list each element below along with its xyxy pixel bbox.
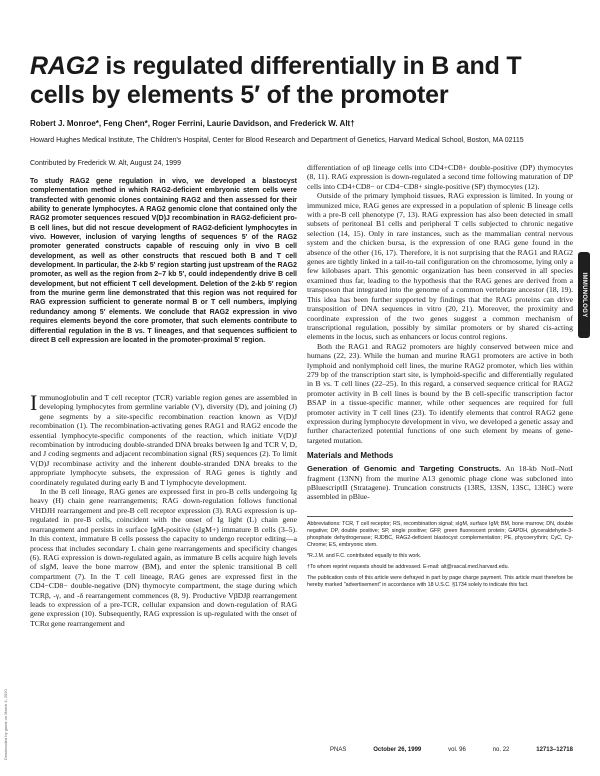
right-paragraph-3: Both the RAG1 and RAG2 promoters are highly conserved between mice and humans (22, 23). While the human and murine RAG1 promoters are active in both lymphoid and nonlymphoid cell lines, the murine RAG2 promoter, which lies within 279 bp of the transcription start site, is lymphoid-specific and differentially regulated in B vs. T cell lines (22–25). In this regard, a conserved sequence critical for RAG2 promoter activity in B cell lines is bound by the B cell-specific transcription factor BSAP in a tissue-specific manner, while other sequences are required for full promoter activity in T cell lines (23). To identify elements that control RAG2 gene expression during lymphocyte development in vivo, we developed a genetic assay and further characterized potential functions of one such element by means of gene-targeted mutation. [307, 341, 573, 445]
download-note: Downloaded by guest on March 4, 2020 [3, 689, 8, 760]
methods-heading: Materials and Methods [307, 451, 394, 461]
abstract: To study RAG2 gene regulation in vivo, we developed a blastocyst complementation method in which RAG2-deficient embryonic stem cells were transfected with genomic clones containing RAG2 and then assessed for their ability to generate lymphocytes. A RAG2 genomic clone that contained only the RAG2 promoter sequences rescued V(D)J recombination in RAG2-deficient pro-B cell lines, but did not rescue development of RAG2-deficient lymphocytes in vivo. However, inclusion of varying lengths of sequences 5′ of the RAG2 promoter generated constructs capable of rescuing only in vivo B cell development, as well as other constructs that rescued both B and T cell development. In particular, the 2-kb 5′ region starting just upstream of the RAG2 promoter, as well as the region from 2–7 kb 5′, could independently drive B cell development, but not efficient T cell development. Deletion of the 2-kb 5′ region from the murine germ line demonstrated that this region was not required for RAG expression sufficient to generate normal B or T cell numbers, implying redundancy among 5′ elements. We conclude that RAG2 expression in vivo requires elements beyond the core promoter, that such elements contribute to differential regulation in the B vs. T lineages, and that sequences sufficient to direct B cell expression are located in the promoter-proximal 5′ region. [30, 178, 297, 344]
right-paragraph-2: Outside of the primary lymphoid tissues, RAG expression is limited. In young or immunized mice, RAG genes are expressed in a population of splenic B lineage cells with a pre-B cell phenotype (7, 13). RAG expression has also been detected in small subsets of peritoneal B1 cells and peripheral T cells subjected to chronic negative selection (14, 15). Only in rare instances, such as the mammalian central nervous system and the chicken bursa, is the expression of one RAG gene found in the absence of the other (16, 17). Therefore, it is not surprising that the RAG1 and RAG2 genes are tightly linked in a tail-to-tail configuration on the chromosome, lying only a few kilobases apart. This genomic organization has been conserved in all species examined thus far, leading to the hypothesis that the RAG genes are derived from a transposon that integrated into the genome of a common vertebrate ancestor (18, 19). This idea has been further supported by findings that the RAG proteins can drive transposition of DNA sequences in vitro (20, 21). Moreover, the proximity and coordinate expression of the two genes suggest a common mechanism of transcriptional regulation, possibly by similar promoters or by shared cis-acting elements in the locus, such as enhancers or locus control regions. [307, 191, 573, 342]
contributed-by: Contributed by Frederick W. Alt, August 24, 1999 [30, 160, 181, 167]
intro-paragraph-2: In the B cell lineage, RAG genes are expressed first in pro-B cells undergoing Ig heavy (H) chain gene rearrangements; RAG down-regulation follows functional VHDJH rearrangement and pre-B cell receptor expression (3). RAG expression is up-regulated in pre-B cells, coincident with the onset of Ig light (L) chain gene rearrangement and persists in surface IgM-positive (sIgM+) immature B cells (3–5). In this context, immature B cells possess the capacity to undergo receptor editing—a process that includes secondary L chain gene rearrangements and specificity changes (6). RAG expression is down-regulated again, as immature B cells acquire high levels of sIgM, leave the bone marrow (BM), and enter the splenic transitional B cell compartment (7). In the T cell lineage, RAG genes are expressed first in the CD4−CD8− double-negative (DN) thymocyte compartment, the stage during which TCRβ, -γ, and -δ rearrangement commences (8, 9). Productive VβDJβ rearrangement leads to expression of a pre-TCR, cellular expansion and down-regulation of RAG gene expression (10). Subsequently, RAG expression is up-regulated with the onset of TCRα gene rearrangement and [30, 487, 297, 628]
section-tab-label: IMMUNOLOGY [581, 272, 587, 318]
affiliation: Howard Hughes Medical Institute, The Children's Hospital, Center for Blood Research and Department of Genetics, Harvard Medical School, Boston, MA 02115 [30, 137, 524, 144]
methods-text: An 18-kb NotI–NotI fragment (13NN) from the murine A13 genomic phage clone was subcloned into pBluescriptII (Stratagene). Truncation constructs (13RS, 13SN, 13SC, 13HC) were assembled in pBlue- [307, 464, 573, 502]
footnote-equal-contribution: *R.J.M. and F.C. contributed equally to this work. [307, 552, 422, 559]
intro-paragraph-1 [30, 390, 297, 487]
right-column [307, 163, 573, 593]
title-gene-name: RAG2 [30, 52, 99, 80]
footer-journal: PNAS [330, 747, 347, 753]
article-title [30, 52, 570, 110]
footnote-abbreviations: Abbreviations: TCR, T cell receptor; RS, recombination signal; sIgM, surface IgM; BM, bone marrow; DN, double negative; DP, double positive; SP, single positive; GFP, green fluorescent protein; GAPDH, glyceraldehyde-3-phosphate dehydrogenase; RJDBC, RAG2-deficient blastocyst complementation; PE, phycoerythrin; CyC, Cy-Chrome; ES, embryonic stem. [307, 520, 573, 548]
footer-volume: vol. 96 [448, 747, 466, 753]
footnote-publication-costs: The publication costs of this article were defrayed in part by page charge payment. This article must therefore be hereby marked "advertisement" in accordance with 18 U.S.C. §1734 solely to indicate this fact. [307, 574, 573, 588]
drop-cap: I [30, 390, 38, 415]
footnote-divider [307, 516, 573, 517]
footnote-reprint-requests: †To whom reprint requests should be addressed. E-mail: alt@rascal.med.harvard.edu. [307, 563, 510, 570]
footer-date: October 26, 1999 [373, 747, 422, 753]
footer-issue: no. 22 [492, 747, 510, 753]
title-rest: is regulated differentially in B and T cells by elements 5′ of the promoter [30, 52, 522, 109]
methods-run-in-heading: Generation of Genomic and Targeting Constructs. [307, 464, 502, 474]
footer-pages: 12713–12718 [536, 747, 573, 753]
author-list: Robert J. Monroe*, Feng Chen*, Roger Ferrini, Laurie Davidson, and Frederick W. Alt† [30, 119, 355, 128]
intro-paragraph-1-text: mmunoglobulin and T cell receptor (TCR) variable region genes are assembled in developing lymphocytes from germline variable (V), diversity (D), and joining (J) gene segments by a site-specific recombination reaction known as V(D)J recombination (1). The recombination-activating genes RAG1 and RAG2 encode the essential lymphocyte-specific components of the reaction, which initiate V(D)J recombination by introducing double-stranded DNA breaks between Ig and TCR V, D, and J coding segments and adjacent recombination signal (RS) sequences (2). To limit V(D)J recombinase activity and the inherent double-stranded DNA breaks to the appropriate lymphocyte subsets, the expression of RAG genes is tightly and coordinately regulated during early B and T lymphocyte development. [30, 393, 297, 487]
section-tab-immunology [578, 252, 590, 338]
methods-paragraph [307, 464, 573, 502]
left-column [30, 390, 297, 628]
page-footer [330, 747, 573, 753]
right-paragraph-1: differentiation of αβ lineage cells into CD4+CD8+ double-positive (DP) thymocytes (8, 11). RAG expression is down-regulated a second time following maturation of DP cells into CD4+CD8− or CD4−CD8+ single-positive (SP) thymocytes (12). [307, 163, 573, 191]
